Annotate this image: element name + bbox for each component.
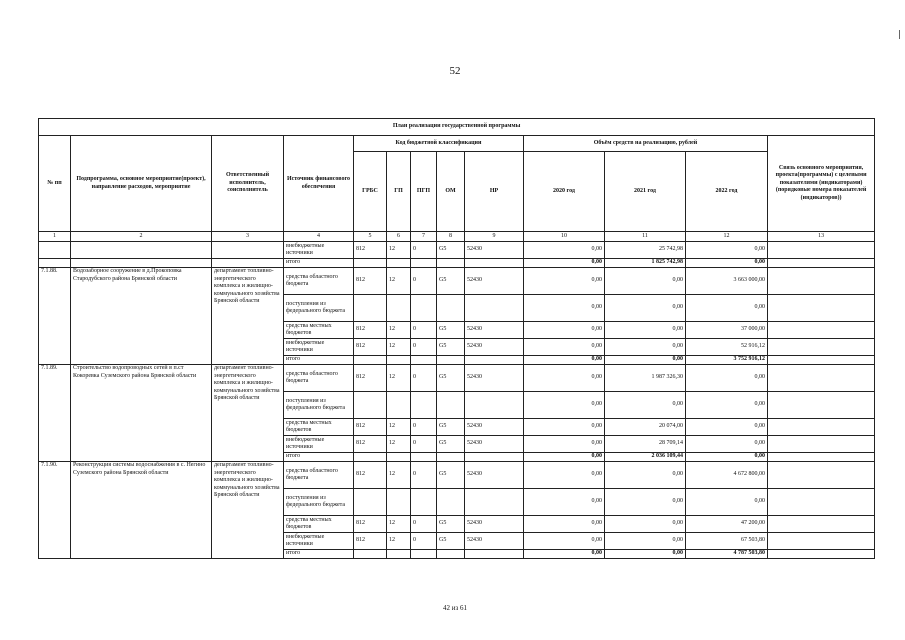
header-volume: Объём средств на реализацию, рублей bbox=[524, 136, 768, 152]
header-link: Связь основного мероприятия, проекта(программы) с целевыми показателями (индикаторами) (порядковые номера показателей (индикаторов)) bbox=[768, 136, 875, 232]
empty-cell bbox=[768, 242, 875, 259]
total-label: итого bbox=[284, 550, 354, 559]
gp-cell: 12 bbox=[387, 242, 411, 259]
item-number: 7.1.89. bbox=[39, 365, 71, 462]
om-cell: G5 bbox=[437, 462, 465, 489]
table-row bbox=[39, 242, 875, 259]
total-2022: 0,00 bbox=[686, 259, 768, 268]
amount-2020: 0,00 bbox=[524, 436, 605, 453]
amount-2020: 0,00 bbox=[524, 365, 605, 392]
nr-cell: 52430 bbox=[465, 419, 524, 436]
om-cell: G5 bbox=[437, 533, 465, 550]
total-2020: 0,00 bbox=[524, 453, 605, 462]
amount-2021: 0,00 bbox=[605, 322, 686, 339]
amount-2021: 0,00 bbox=[605, 516, 686, 533]
gp-cell: 12 bbox=[387, 516, 411, 533]
source-cell: поступления из федерального бюджета bbox=[284, 392, 354, 419]
item-name: Реконструкция системы водоснабжения в с. Негино Суземского района Брянской области bbox=[71, 462, 212, 559]
amount-2022: 3 663 000,00 bbox=[686, 268, 768, 295]
column-number: 8 bbox=[437, 232, 465, 242]
pgp-cell: 0 bbox=[411, 365, 437, 392]
source-cell: средства областного бюджета bbox=[284, 268, 354, 295]
source-cell: внебюджетные источники bbox=[284, 339, 354, 356]
amount-2020: 0,00 bbox=[524, 268, 605, 295]
header-responsible: Ответственный исполнитель, соисполнитель bbox=[212, 136, 284, 232]
column-number: 1 bbox=[39, 232, 71, 242]
nr-cell: 52430 bbox=[465, 533, 524, 550]
gp-cell: 12 bbox=[387, 419, 411, 436]
page-number: 52 bbox=[449, 65, 461, 77]
gp-cell: 12 bbox=[387, 462, 411, 489]
header-nr: НР bbox=[465, 152, 524, 232]
nr-cell: 52430 bbox=[465, 436, 524, 453]
om-cell: G5 bbox=[437, 516, 465, 533]
empty-cell bbox=[39, 242, 71, 259]
column-numbers-row bbox=[39, 232, 875, 242]
amount-2020: 0,00 bbox=[524, 489, 605, 516]
nr-cell: 52430 bbox=[465, 516, 524, 533]
header-2021: 2021 год bbox=[605, 152, 686, 232]
column-number: 10 bbox=[524, 232, 605, 242]
om-cell: G5 bbox=[437, 339, 465, 356]
item-number: 7.1.88. bbox=[39, 268, 71, 365]
amount-2021: 25 742,98 bbox=[605, 242, 686, 259]
column-number: 5 bbox=[354, 232, 387, 242]
header-gp: ГП bbox=[387, 152, 411, 232]
empty-cell bbox=[71, 242, 212, 259]
gp-cell: 12 bbox=[387, 533, 411, 550]
pgp-cell: 0 bbox=[411, 436, 437, 453]
amount-2021: 0,00 bbox=[605, 533, 686, 550]
om-cell: G5 bbox=[437, 365, 465, 392]
header-grbs: ГРБС bbox=[354, 152, 387, 232]
amount-2020: 0,00 bbox=[524, 419, 605, 436]
om-cell: G5 bbox=[437, 436, 465, 453]
amount-2021: 0,00 bbox=[605, 268, 686, 295]
total-2022: 3 752 916,12 bbox=[686, 356, 768, 365]
item-responsible: департамент топливно-энергетического комплекса и жилищно-коммунального хозяйства Брянской области bbox=[212, 462, 284, 559]
table-title: План реализации государственной программы bbox=[39, 119, 875, 136]
pgp-cell: 0 bbox=[411, 339, 437, 356]
amount-2020: 0,00 bbox=[524, 462, 605, 489]
amount-2020: 0,00 bbox=[524, 242, 605, 259]
amount-2021: 0,00 bbox=[605, 392, 686, 419]
gp-cell: 12 bbox=[387, 436, 411, 453]
amount-2021: 0,00 bbox=[605, 489, 686, 516]
amount-2020: 0,00 bbox=[524, 392, 605, 419]
budget-plan-table bbox=[38, 118, 875, 559]
total-label: итого bbox=[284, 356, 354, 365]
empty-cell bbox=[768, 268, 875, 295]
source-cell: поступления из федерального бюджета bbox=[284, 489, 354, 516]
grbs-cell: 812 bbox=[354, 365, 387, 392]
grbs-cell: 812 bbox=[354, 533, 387, 550]
total-2020: 0,00 bbox=[524, 259, 605, 268]
amount-2022: 0,00 bbox=[686, 436, 768, 453]
amount-2021: 0,00 bbox=[605, 462, 686, 489]
grbs-cell: 812 bbox=[354, 462, 387, 489]
amount-2022: 0,00 bbox=[686, 489, 768, 516]
column-number: 6 bbox=[387, 232, 411, 242]
column-number: 9 bbox=[465, 232, 524, 242]
amount-2022: 0,00 bbox=[686, 392, 768, 419]
nr-cell: 52430 bbox=[465, 268, 524, 295]
amount-2020: 0,00 bbox=[524, 322, 605, 339]
page-edge-mark bbox=[899, 30, 900, 39]
header-om: ОМ bbox=[437, 152, 465, 232]
nr-cell: 52430 bbox=[465, 322, 524, 339]
pgp-cell: 0 bbox=[411, 516, 437, 533]
table-row bbox=[39, 365, 875, 392]
total-label: итого bbox=[284, 453, 354, 462]
amount-2022: 52 916,12 bbox=[686, 339, 768, 356]
nr-cell: 52430 bbox=[465, 462, 524, 489]
item-responsible: департамент топливно-энергетического комплекса и жилищно-коммунального хозяйства Брянской области bbox=[212, 365, 284, 462]
gp-cell: 12 bbox=[387, 322, 411, 339]
grbs-cell: 812 bbox=[354, 436, 387, 453]
om-cell: G5 bbox=[437, 268, 465, 295]
amount-2022: 0,00 bbox=[686, 242, 768, 259]
total-2021: 1 825 742,98 bbox=[605, 259, 686, 268]
grbs-cell: 812 bbox=[354, 322, 387, 339]
total-2021: 0,00 bbox=[605, 356, 686, 365]
pgp-cell: 0 bbox=[411, 533, 437, 550]
header-num: № пп bbox=[39, 136, 71, 232]
header-kbk: Код бюджетной классификации bbox=[354, 136, 524, 152]
grbs-cell: 812 bbox=[354, 339, 387, 356]
header-2020: 2020 год bbox=[524, 152, 605, 232]
item-name: Водозаборное сооружение в д.Прокоповка Стародубского района Брянской области bbox=[71, 268, 212, 365]
source-cell: средства местных бюджетов bbox=[284, 419, 354, 436]
column-number: 7 bbox=[411, 232, 437, 242]
header-source: Источник финансового обеспечения bbox=[284, 136, 354, 232]
grbs-cell: 812 bbox=[354, 419, 387, 436]
source-cell: средства местных бюджетов bbox=[284, 516, 354, 533]
item-number: 7.1.90. bbox=[39, 462, 71, 559]
om-cell: G5 bbox=[437, 322, 465, 339]
grbs-cell: 812 bbox=[354, 242, 387, 259]
header-subprogram: Подпрограмма, основное мероприятие(проект), направление расходов, мероприятие bbox=[71, 136, 212, 232]
pgp-cell: 0 bbox=[411, 419, 437, 436]
source-cell: поступления из федерального бюджета bbox=[284, 295, 354, 322]
amount-2022: 0,00 bbox=[686, 419, 768, 436]
gp-cell: 12 bbox=[387, 365, 411, 392]
amount-2021: 28 709,14 bbox=[605, 436, 686, 453]
column-number: 12 bbox=[686, 232, 768, 242]
nr-cell: 52430 bbox=[465, 339, 524, 356]
total-2021: 0,00 bbox=[605, 550, 686, 559]
om-cell: G5 bbox=[437, 242, 465, 259]
amount-2021: 1 987 326,30 bbox=[605, 365, 686, 392]
amount-2020: 0,00 bbox=[524, 295, 605, 322]
nr-cell: 52430 bbox=[465, 365, 524, 392]
item-name: Строительство водопроводных сетей в п.ст Кокоревка Суземского района Брянской области bbox=[71, 365, 212, 462]
column-number: 13 bbox=[768, 232, 875, 242]
source-cell: средства областного бюджета bbox=[284, 365, 354, 392]
item-responsible: департамент топливно-энергетического комплекса и жилищно-коммунального хозяйства Брянской области bbox=[212, 268, 284, 365]
amount-2022: 0,00 bbox=[686, 365, 768, 392]
column-number: 4 bbox=[284, 232, 354, 242]
column-number: 3 bbox=[212, 232, 284, 242]
source-cell: средства местных бюджетов bbox=[284, 322, 354, 339]
gp-cell: 12 bbox=[387, 268, 411, 295]
header-2022: 2022 год bbox=[686, 152, 768, 232]
amount-2021: 0,00 bbox=[605, 295, 686, 322]
column-number: 2 bbox=[71, 232, 212, 242]
amount-2020: 0,00 bbox=[524, 533, 605, 550]
nr-cell: 52430 bbox=[465, 242, 524, 259]
table-row bbox=[39, 268, 875, 295]
source-cell: внебюджетные источники bbox=[284, 533, 354, 550]
gp-cell: 12 bbox=[387, 339, 411, 356]
amount-2022: 4 672 800,00 bbox=[686, 462, 768, 489]
amount-2022: 67 503,80 bbox=[686, 533, 768, 550]
om-cell: G5 bbox=[437, 419, 465, 436]
total-2020: 0,00 bbox=[524, 356, 605, 365]
empty-cell bbox=[212, 242, 284, 259]
total-2022: 4 787 503,80 bbox=[686, 550, 768, 559]
header-pgp: ПГП bbox=[411, 152, 437, 232]
table-row bbox=[39, 462, 875, 489]
total-row bbox=[39, 259, 875, 268]
amount-2022: 47 200,00 bbox=[686, 516, 768, 533]
amount-2021: 20 074,00 bbox=[605, 419, 686, 436]
total-label: итого bbox=[284, 259, 354, 268]
amount-2020: 0,00 bbox=[524, 339, 605, 356]
page-footer: 42 из 61 bbox=[442, 604, 467, 612]
column-number: 11 bbox=[605, 232, 686, 242]
source-cell: внебюджетные источники bbox=[284, 242, 354, 259]
pgp-cell: 0 bbox=[411, 268, 437, 295]
total-2021: 2 036 109,44 bbox=[605, 453, 686, 462]
pgp-cell: 0 bbox=[411, 322, 437, 339]
source-cell: средства областного бюджета bbox=[284, 462, 354, 489]
amount-2021: 0,00 bbox=[605, 339, 686, 356]
total-2022: 0,00 bbox=[686, 453, 768, 462]
amount-2022: 0,00 bbox=[686, 295, 768, 322]
total-2020: 0,00 bbox=[524, 550, 605, 559]
grbs-cell: 812 bbox=[354, 516, 387, 533]
amount-2022: 37 000,00 bbox=[686, 322, 768, 339]
amount-2020: 0,00 bbox=[524, 516, 605, 533]
source-cell: внебюджетные источники bbox=[284, 436, 354, 453]
pgp-cell: 0 bbox=[411, 462, 437, 489]
pgp-cell: 0 bbox=[411, 242, 437, 259]
grbs-cell: 812 bbox=[354, 268, 387, 295]
